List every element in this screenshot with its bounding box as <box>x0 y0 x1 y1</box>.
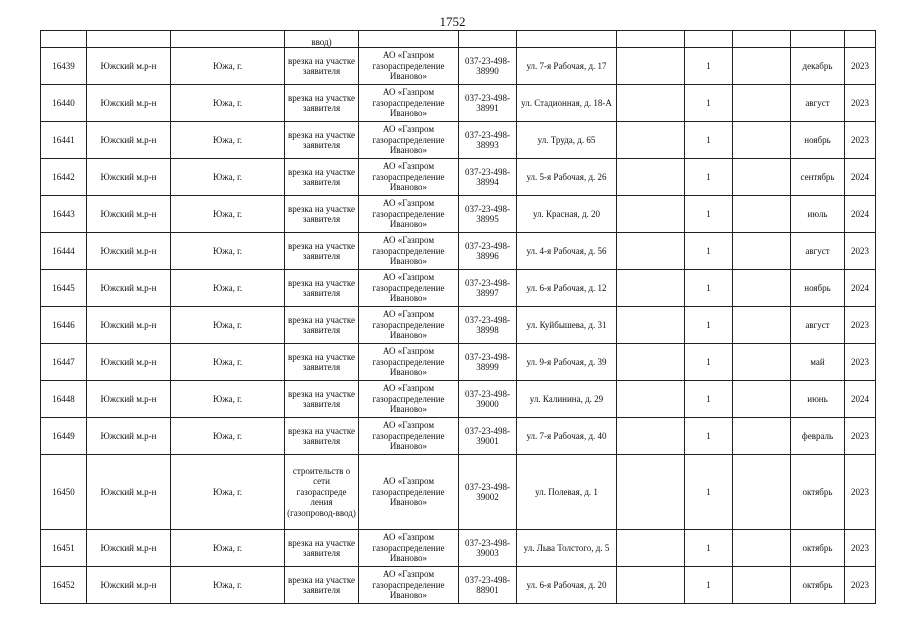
cell-address: ул. Труда, д. 65 <box>517 122 617 159</box>
table-row <box>41 270 876 307</box>
cell-extra <box>617 270 685 307</box>
cell-year: 2024 <box>845 381 876 418</box>
page-number: 1752 <box>439 14 466 29</box>
cell-year: 2023 <box>845 122 876 159</box>
cell-extra <box>617 48 685 85</box>
cell-extra <box>617 122 685 159</box>
cell-work: врезка на участке заявителя <box>285 85 359 122</box>
table-row <box>41 567 876 604</box>
cell-month: июнь <box>791 381 845 418</box>
cell-org: АО «Газпром газораспределение Иваново» <box>359 122 459 159</box>
cell-extra <box>617 159 685 196</box>
cell-month: август <box>791 85 845 122</box>
cell-town: Южа, г. <box>171 122 285 159</box>
cell-qty: 1 <box>685 530 733 567</box>
cell-org: АО «Газпром газораспределение Иваново» <box>359 455 459 530</box>
cell-town <box>171 31 285 48</box>
cell-extra <box>733 344 791 381</box>
cell-year: 2023 <box>845 418 876 455</box>
cell-extra <box>617 381 685 418</box>
cell-qty: 1 <box>685 85 733 122</box>
cell-work: врезка на участке заявителя <box>285 233 359 270</box>
cell-town: Южа, г. <box>171 159 285 196</box>
cell-town: Южа, г. <box>171 381 285 418</box>
cell-qty: 1 <box>685 48 733 85</box>
cell-num: 16446 <box>41 307 87 344</box>
table-row <box>41 196 876 233</box>
table-row <box>41 418 876 455</box>
cell-month: август <box>791 307 845 344</box>
cell-extra <box>617 31 685 48</box>
cell-work: врезка на участке заявителя <box>285 381 359 418</box>
cell-district: Южский м.р-н <box>87 159 171 196</box>
cell-extra <box>617 567 685 604</box>
cell-month: май <box>791 344 845 381</box>
cell-address: ул. 4-я Рабочая, д. 56 <box>517 233 617 270</box>
cell-town: Южа, г. <box>171 530 285 567</box>
cell-num: 16441 <box>41 122 87 159</box>
cell-qty: 1 <box>685 270 733 307</box>
table-row <box>41 233 876 270</box>
cell-code: 037-23-498-39001 <box>459 418 517 455</box>
cell-extra <box>733 567 791 604</box>
cell-num: 16445 <box>41 270 87 307</box>
cell-org: АО «Газпром газораспределение Иваново» <box>359 196 459 233</box>
cell-month <box>791 31 845 48</box>
cell-num: 16448 <box>41 381 87 418</box>
cell-extra <box>617 344 685 381</box>
cell-extra <box>733 122 791 159</box>
cell-address: ул. 5-я Рабочая, д. 26 <box>517 159 617 196</box>
cell-org: АО «Газпром газораспределение Иваново» <box>359 381 459 418</box>
cell-extra <box>617 307 685 344</box>
cell-code: 037-23-498-38994 <box>459 159 517 196</box>
cell-year: 2024 <box>845 270 876 307</box>
cell-extra <box>733 530 791 567</box>
cell-extra <box>733 159 791 196</box>
cell-num: 16452 <box>41 567 87 604</box>
cell-num: 16444 <box>41 233 87 270</box>
cell-year: 2023 <box>845 344 876 381</box>
cell-district: Южский м.р-н <box>87 233 171 270</box>
cell-town: Южа, г. <box>171 196 285 233</box>
cell-work: врезка на участке заявителя <box>285 270 359 307</box>
cell-year: 2023 <box>845 455 876 530</box>
cell-district <box>87 31 171 48</box>
cell-num: 16451 <box>41 530 87 567</box>
cell-work: врезка на участке заявителя <box>285 567 359 604</box>
cell-qty: 1 <box>685 159 733 196</box>
cell-district: Южский м.р-н <box>87 85 171 122</box>
cell-work: строительств о сети газораспреде ления (газопровод-ввод) <box>285 455 359 530</box>
cell-address: ул. 6-я Рабочая, д. 20 <box>517 567 617 604</box>
cell-month: октябрь <box>791 567 845 604</box>
cell-org: АО «Газпром газораспределение Иваново» <box>359 418 459 455</box>
cell-month: август <box>791 233 845 270</box>
cell-qty: 1 <box>685 418 733 455</box>
cell-town: Южа, г. <box>171 418 285 455</box>
cell-num: 16447 <box>41 344 87 381</box>
cell-town: Южа, г. <box>171 48 285 85</box>
cell-qty: 1 <box>685 122 733 159</box>
cell-code: 037-23-498-39002 <box>459 455 517 530</box>
cell-num <box>41 31 87 48</box>
cell-extra <box>733 85 791 122</box>
cell-code: 037-23-498-38998 <box>459 307 517 344</box>
cell-qty: 1 <box>685 455 733 530</box>
cell-town: Южа, г. <box>171 344 285 381</box>
cell-work: врезка на участке заявителя <box>285 48 359 85</box>
cell-address: ул. Стадионная, д. 18-А <box>517 85 617 122</box>
table-row <box>41 344 876 381</box>
cell-year: 2023 <box>845 530 876 567</box>
cell-town: Южа, г. <box>171 85 285 122</box>
cell-org: АО «Газпром газораспределение Иваново» <box>359 307 459 344</box>
cell-town: Южа, г. <box>171 270 285 307</box>
cell-work: врезка на участке заявителя <box>285 307 359 344</box>
cell-district: Южский м.р-н <box>87 418 171 455</box>
cell-extra <box>733 196 791 233</box>
cell-work: врезка на участке заявителя <box>285 344 359 381</box>
cell-org: АО «Газпром газораспределение Иваново» <box>359 567 459 604</box>
cell-address: ул. Куйбышева, д. 31 <box>517 307 617 344</box>
cell-org: АО «Газпром газораспределение Иваново» <box>359 270 459 307</box>
cell-month: декабрь <box>791 48 845 85</box>
cell-year: 2023 <box>845 567 876 604</box>
cell-org: АО «Газпром газораспределение Иваново» <box>359 48 459 85</box>
cell-extra <box>617 196 685 233</box>
cell-extra <box>733 233 791 270</box>
cell-address: ул. 7-я Рабочая, д. 17 <box>517 48 617 85</box>
cell-district: Южский м.р-н <box>87 381 171 418</box>
cell-district: Южский м.р-н <box>87 567 171 604</box>
cell-year <box>845 31 876 48</box>
cell-address: ул. Красная, д. 20 <box>517 196 617 233</box>
cell-extra <box>733 455 791 530</box>
cell-extra <box>733 307 791 344</box>
cell-extra <box>617 233 685 270</box>
cell-code: 037-23-498-38991 <box>459 85 517 122</box>
cell-town: Южа, г. <box>171 233 285 270</box>
table-row <box>41 122 876 159</box>
cell-month: сентябрь <box>791 159 845 196</box>
cell-district: Южский м.р-н <box>87 122 171 159</box>
cell-work: врезка на участке заявителя <box>285 530 359 567</box>
cell-org: АО «Газпром газораспределение Иваново» <box>359 159 459 196</box>
cell-org: АО «Газпром газораспределение Иваново» <box>359 233 459 270</box>
cell-month: июль <box>791 196 845 233</box>
cell-town: Южа, г. <box>171 307 285 344</box>
cell-extra <box>733 270 791 307</box>
cell-extra <box>617 85 685 122</box>
cell-year: 2023 <box>845 307 876 344</box>
cell-extra <box>733 48 791 85</box>
cell-code: 037-23-498-88901 <box>459 567 517 604</box>
cell-address: ул. 7-я Рабочая, д. 40 <box>517 418 617 455</box>
cell-district: Южский м.р-н <box>87 270 171 307</box>
cell-num: 16442 <box>41 159 87 196</box>
cell-work: врезка на участке заявителя <box>285 122 359 159</box>
cell-org: АО «Газпром газораспределение Иваново» <box>359 530 459 567</box>
cell-address <box>517 31 617 48</box>
cell-num: 16450 <box>41 455 87 530</box>
cell-month: ноябрь <box>791 270 845 307</box>
cell-district: Южский м.р-н <box>87 530 171 567</box>
cell-address: ул. Калинина, д. 29 <box>517 381 617 418</box>
cell-year: 2024 <box>845 196 876 233</box>
cell-extra <box>733 31 791 48</box>
cell-district: Южский м.р-н <box>87 455 171 530</box>
cell-code: 037-23-498-38993 <box>459 122 517 159</box>
cell-num: 16440 <box>41 85 87 122</box>
cell-qty: 1 <box>685 233 733 270</box>
cell-code: 037-23-498-38997 <box>459 270 517 307</box>
cell-qty: 1 <box>685 307 733 344</box>
cell-org: АО «Газпром газораспределение Иваново» <box>359 85 459 122</box>
cell-num: 16443 <box>41 196 87 233</box>
cell-work: врезка на участке заявителя <box>285 196 359 233</box>
cell-town: Южа, г. <box>171 567 285 604</box>
cell-district: Южский м.р-н <box>87 307 171 344</box>
cell-extra <box>733 381 791 418</box>
cell-qty: 1 <box>685 196 733 233</box>
cell-year: 2023 <box>845 85 876 122</box>
carry-over-row <box>41 31 876 48</box>
cell-org: АО «Газпром газораспределение Иваново» <box>359 344 459 381</box>
cell-code: 037-23-498-38999 <box>459 344 517 381</box>
cell-code <box>459 31 517 48</box>
cell-work: врезка на участке заявителя <box>285 159 359 196</box>
cell-qty <box>685 31 733 48</box>
cell-district: Южский м.р-н <box>87 48 171 85</box>
cell-num: 16449 <box>41 418 87 455</box>
cell-code: 037-23-498-38996 <box>459 233 517 270</box>
table-row <box>41 48 876 85</box>
cell-year: 2024 <box>845 159 876 196</box>
cell-work: врезка на участке заявителя <box>285 418 359 455</box>
cell-num: 16439 <box>41 48 87 85</box>
table-row <box>41 159 876 196</box>
cell-district: Южский м.р-н <box>87 344 171 381</box>
cell-address: ул. Льва Толстого, д. 5 <box>517 530 617 567</box>
table-row <box>41 455 876 530</box>
table-body <box>41 31 876 604</box>
gasification-table <box>40 30 876 604</box>
table-row <box>41 85 876 122</box>
table-row <box>41 530 876 567</box>
cell-qty: 1 <box>685 381 733 418</box>
cell-extra <box>733 418 791 455</box>
cell-code: 037-23-498-39000 <box>459 381 517 418</box>
cell-month: ноябрь <box>791 122 845 159</box>
cell-extra <box>617 455 685 530</box>
cell-code: 037-23-498-38990 <box>459 48 517 85</box>
cell-year: 2023 <box>845 233 876 270</box>
table-row <box>41 381 876 418</box>
cell-month: октябрь <box>791 530 845 567</box>
cell-address: ул. 6-я Рабочая, д. 12 <box>517 270 617 307</box>
cell-qty: 1 <box>685 344 733 381</box>
table-row <box>41 307 876 344</box>
cell-code: 037-23-498-39003 <box>459 530 517 567</box>
cell-address: ул. 9-я Рабочая, д. 39 <box>517 344 617 381</box>
cell-org <box>359 31 459 48</box>
cell-district: Южский м.р-н <box>87 196 171 233</box>
cell-address: ул. Полевая, д. 1 <box>517 455 617 530</box>
cell-extra <box>617 418 685 455</box>
cell-work: ввод) <box>285 31 359 48</box>
cell-month: февраль <box>791 418 845 455</box>
cell-year: 2023 <box>845 48 876 85</box>
cell-month: октябрь <box>791 455 845 530</box>
cell-town: Южа, г. <box>171 455 285 530</box>
cell-qty: 1 <box>685 567 733 604</box>
cell-code: 037-23-498-38995 <box>459 196 517 233</box>
cell-extra <box>617 530 685 567</box>
